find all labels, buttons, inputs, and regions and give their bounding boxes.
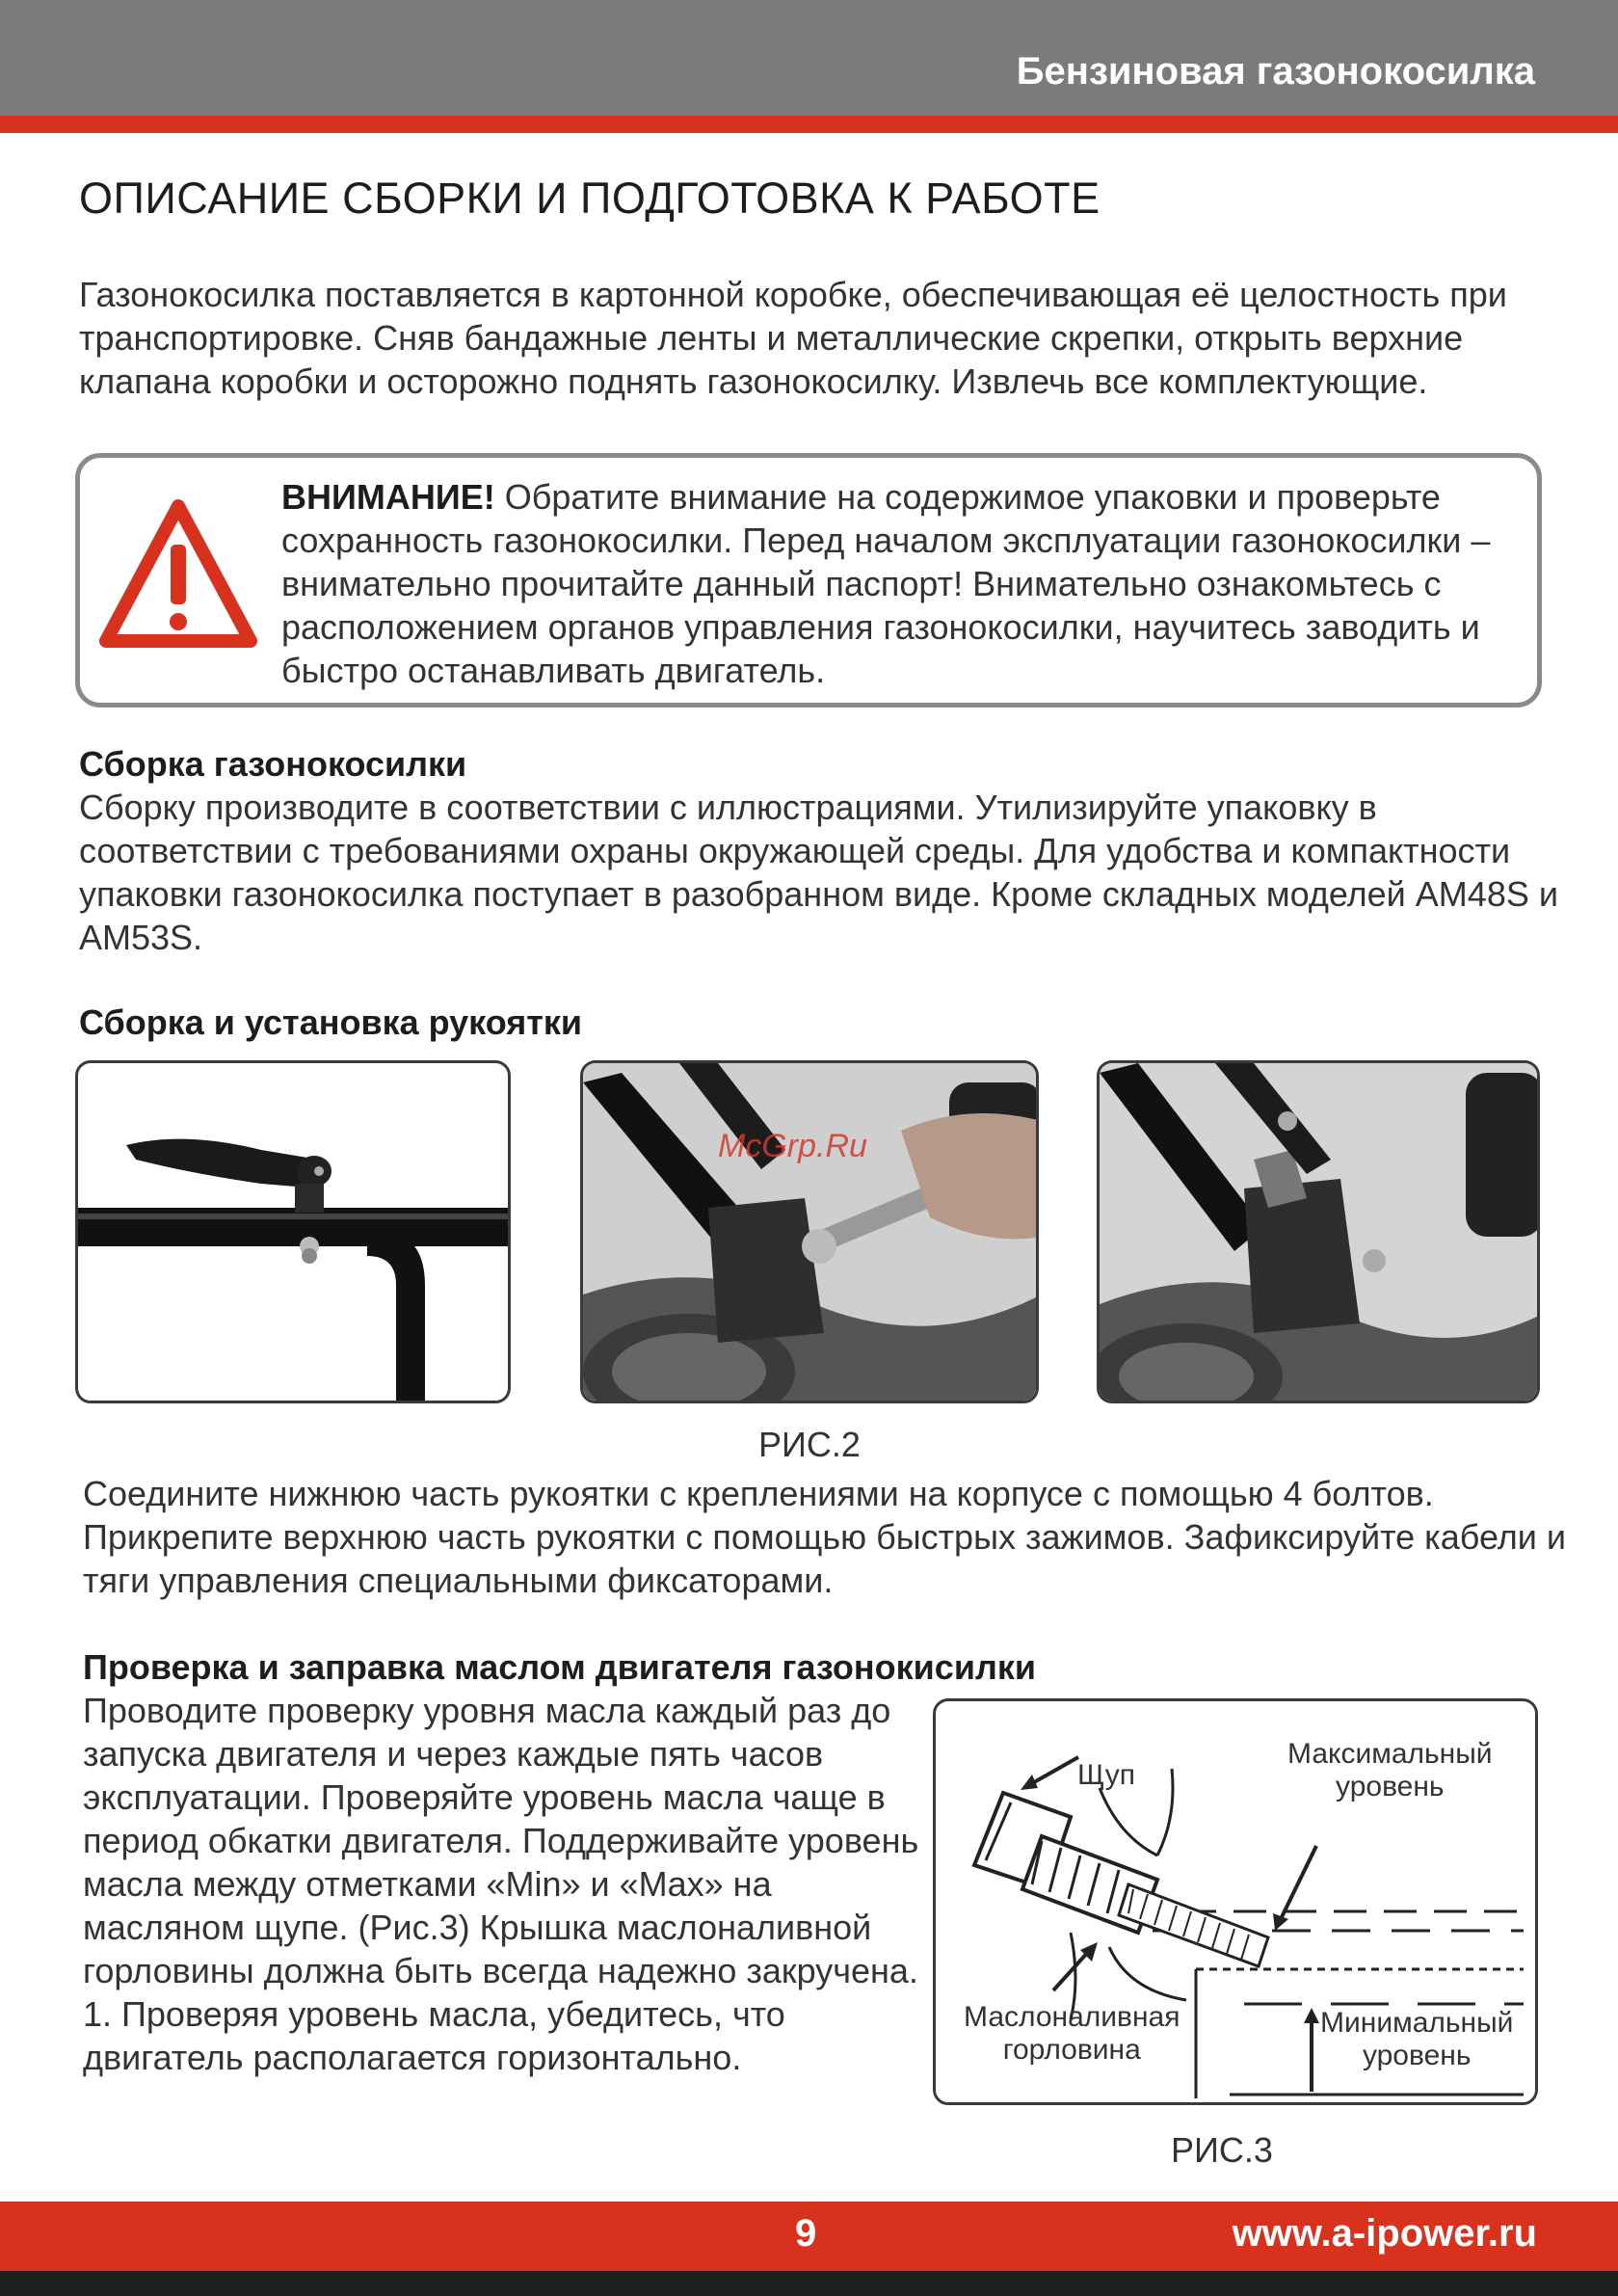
warning-label: ВНИМАНИЕ! [281, 477, 495, 517]
intro-paragraph: Газонокосилка поставляется в картонной коробке, обеспечивающая её целостность при транспортировке. Сняв бандажные ленты и металлические скрепки, открыть верхние клапана коробки и осторожно поднять газонокосилку. Извлечь все комплектующие. [79, 275, 1507, 401]
oil-paragraph: Проводите проверку уровня масла каждый раз до запуска двигателя и через каждые пять часов эксплуатации. Проверяйте уровень масла чаще в период обкатки двигателя. Поддерживайте уровень масла между отметками «Min» и «Max» на масляном щупе. (Рис.3) Крышка маслоналивной горловины должна быть всегда надежно закручена. 1. Проверяя уровень масла, убедитесь, что двигатель располагается горизонтально. [83, 1691, 919, 2077]
handle-bolt-wrench-photo [580, 1060, 1039, 1403]
min-level-label: Минимальный уровень [1320, 2007, 1514, 2071]
page-number: 9 [795, 2212, 817, 2255]
warning-text [281, 475, 1534, 692]
figure-3-caption: РИС.3 [1171, 2130, 1273, 2170]
header-accent-stripe [0, 116, 1618, 133]
handle-clamp-photo [75, 1060, 511, 1403]
figure-2-caption: РИС.2 [758, 1425, 861, 1464]
max-level-label: Максимальный уровень [1287, 1738, 1493, 1802]
dipstick-label: Щуп [1077, 1759, 1136, 1791]
header-title: Бензиновая газонокосилка [1016, 50, 1535, 93]
watermark: McGrp.Ru [718, 1128, 867, 1164]
handle-paragraph: Соедините нижнюю часть рукоятки с креплениями на корпусе с помощью 4 болтов. Прикрепите верхнюю часть рукоятки с помощью быстрых зажимов. Зафиксируйте кабели и тяги управления специальными фиксаторами. [83, 1474, 1566, 1600]
website-link[interactable]: www.a-ipower.ru [1232, 2212, 1537, 2255]
assembly-heading: Сборка газонокосилки [79, 744, 467, 784]
filler-neck-label: Маслоналивная горловина [964, 2001, 1180, 2066]
warning-triangle-icon [96, 496, 260, 654]
handle-mounted-photo [1097, 1060, 1540, 1403]
warning-body: Обратите внимание на содержимое упаковки и проверьте сохранность газонокосилки. Перед началом эксплуатации газонокосилки – внимательно прочитайте данный паспорт! Внимательно ознакомьтесь с расположением органов управления газонокосилки, научитесь заводить и быстро останавливать двигатель. [281, 477, 1491, 690]
oil-heading: Проверка и заправка маслом двигателя газонокисилки [83, 1647, 1036, 1687]
footer-bar [0, 2271, 1618, 2296]
handle-heading: Сборка и установка рукоятки [79, 1002, 582, 1042]
assembly-paragraph: Сборку производите в соответствии с иллюстрациями. Утилизируйте упаковку в соответствии с требованиями охраны окружающей среды. Для удобства и компактности упаковки газонокосилка поступает в разобранном виде. Кроме складных моделей AM48S и AM53S. [79, 788, 1558, 957]
section-title: ОПИСАНИЕ СБОРКИ И ПОДГОТОВКА К РАБОТЕ [79, 174, 1101, 223]
